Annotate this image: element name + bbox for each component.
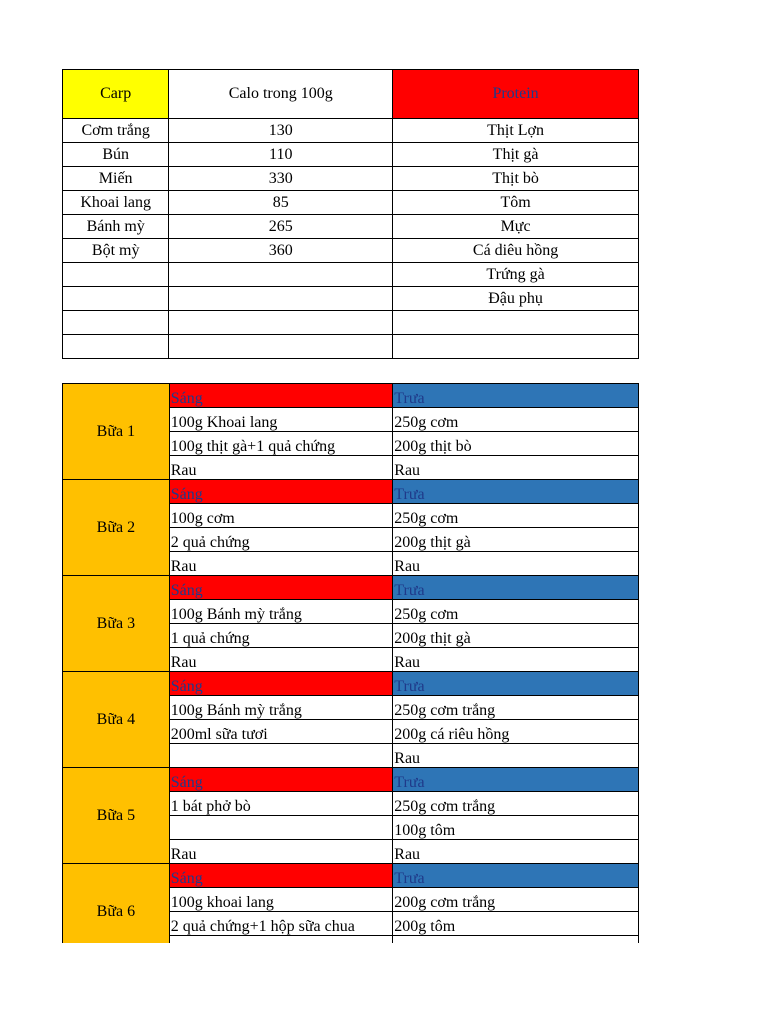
cell-trua-item[interactable]: Rau bbox=[393, 456, 639, 480]
cell-trua-header[interactable]: Trưa bbox=[393, 768, 639, 792]
cell-sang-item[interactable]: 100g Bánh mỳ trắng bbox=[169, 696, 393, 720]
meal-header-row bbox=[63, 384, 639, 408]
cell-calo[interactable]: 265 bbox=[169, 215, 393, 239]
cell-sang-item[interactable]: Rau bbox=[169, 648, 393, 672]
cell-protein[interactable]: Cá diêu hồng bbox=[393, 239, 639, 263]
cell-protein[interactable]: Trứng gà bbox=[393, 263, 639, 287]
cell-trua-item[interactable]: 100g tôm bbox=[393, 816, 639, 840]
meal-label[interactable]: Bữa 1 bbox=[63, 384, 170, 480]
header-carb[interactable]: Carp bbox=[63, 70, 169, 119]
cell-protein[interactable]: Mực bbox=[393, 215, 639, 239]
cell-trua-item[interactable]: 200g thịt gà bbox=[393, 528, 639, 552]
cell-calo[interactable]: 330 bbox=[169, 167, 393, 191]
cell-sang-item[interactable] bbox=[169, 936, 393, 944]
cell-sang-header[interactable]: Sáng bbox=[169, 864, 393, 888]
cell-trua-item[interactable]: 250g cơm bbox=[393, 408, 639, 432]
cell-sang-item[interactable]: Rau bbox=[169, 552, 393, 576]
cell-trua-item[interactable]: 200g cơm trắng bbox=[393, 888, 639, 912]
cell-sang-item[interactable]: 100g khoai lang bbox=[169, 888, 393, 912]
cell-trua-item[interactable]: 250g cơm trắng bbox=[393, 696, 639, 720]
cell-sang-header[interactable]: Sáng bbox=[169, 480, 393, 504]
cell-trua-item[interactable]: 200g thịt bò bbox=[393, 432, 639, 456]
meal-label[interactable]: Bữa 6 bbox=[63, 864, 170, 944]
cell-trua-item[interactable]: 250g cơm trắng bbox=[393, 792, 639, 816]
cell-sang-header[interactable]: Sáng bbox=[169, 672, 393, 696]
cell-carb[interactable]: Cơm trắng bbox=[63, 119, 169, 143]
cell-calo[interactable]: 110 bbox=[169, 143, 393, 167]
cell-sang-item[interactable]: 100g thịt gà+1 quả chứng bbox=[169, 432, 393, 456]
meal-header-row bbox=[63, 864, 639, 888]
cell-protein[interactable]: Đậu phụ bbox=[393, 287, 639, 311]
meal-header-row bbox=[63, 768, 639, 792]
cell-sang-header[interactable]: Sáng bbox=[169, 576, 393, 600]
cell-trua-item[interactable]: Rau bbox=[393, 744, 639, 768]
meal-header-row bbox=[63, 672, 639, 696]
cell-trua-header[interactable]: Trưa bbox=[393, 480, 639, 504]
cell-calo[interactable]: 360 bbox=[169, 239, 393, 263]
cell-trua-header[interactable]: Trưa bbox=[393, 672, 639, 696]
cell-trua-header[interactable]: Trưa bbox=[393, 384, 639, 408]
cell-sang-item[interactable]: 100g cơm bbox=[169, 504, 393, 528]
cell-calo[interactable]: 130 bbox=[169, 119, 393, 143]
cell-trua-item[interactable]: Rau bbox=[393, 840, 639, 864]
cell-carb[interactable]: Bún bbox=[63, 143, 169, 167]
meal-plan-table bbox=[62, 383, 639, 943]
cell-sang-item[interactable]: Rau bbox=[169, 456, 393, 480]
cell-sang-item[interactable]: 100g Khoai lang bbox=[169, 408, 393, 432]
cell-sang-header[interactable]: Sáng bbox=[169, 768, 393, 792]
cell-sang-item[interactable] bbox=[169, 816, 393, 840]
cell-carb[interactable]: Bánh mỳ bbox=[63, 215, 169, 239]
cell-carb[interactable]: Miến bbox=[63, 167, 169, 191]
cell-trua-item[interactable]: 200g tôm bbox=[393, 912, 639, 936]
cell-sang-item[interactable]: 100g Bánh mỳ trắng bbox=[169, 600, 393, 624]
cell-trua-item[interactable]: 200g thịt gà bbox=[393, 624, 639, 648]
header-calo[interactable]: Calo trong 100g bbox=[169, 70, 393, 119]
cell-trua-item[interactable]: Rau bbox=[393, 552, 639, 576]
cell-sang-item[interactable]: 1 quả chứng bbox=[169, 624, 393, 648]
header-protein[interactable]: Protein bbox=[393, 70, 639, 119]
cell-protein[interactable]: Tôm bbox=[393, 191, 639, 215]
cell-trua-header[interactable]: Trưa bbox=[393, 864, 639, 888]
cell-protein[interactable]: Thịt bò bbox=[393, 167, 639, 191]
cell-trua-item[interactable]: Rau bbox=[393, 648, 639, 672]
cell-sang-item[interactable]: 2 quả chứng bbox=[169, 528, 393, 552]
cell-sang-item[interactable]: Rau bbox=[169, 840, 393, 864]
cell-trua-item[interactable]: 250g cơm bbox=[393, 600, 639, 624]
meal-header-row bbox=[63, 576, 639, 600]
cell-carb[interactable]: Khoai lang bbox=[63, 191, 169, 215]
cell-trua-item[interactable]: 200g cá riêu hồng bbox=[393, 720, 639, 744]
meal-label[interactable]: Bữa 4 bbox=[63, 672, 170, 768]
cell-sang-header[interactable]: Sáng bbox=[169, 384, 393, 408]
meal-label[interactable]: Bữa 5 bbox=[63, 768, 170, 864]
meal-header-row bbox=[63, 480, 639, 504]
cell-trua-header[interactable]: Trưa bbox=[393, 576, 639, 600]
cell-protein[interactable]: Thịt Lợn bbox=[393, 119, 639, 143]
cell-protein[interactable]: Thịt gà bbox=[393, 143, 639, 167]
cell-trua-item[interactable]: 250g cơm bbox=[393, 504, 639, 528]
cell-sang-item[interactable]: 1 bát phở bò bbox=[169, 792, 393, 816]
cell-sang-item[interactable]: 200ml sữa tươi bbox=[169, 720, 393, 744]
cell-carb[interactable]: Bột mỳ bbox=[63, 239, 169, 263]
meal-label[interactable]: Bữa 3 bbox=[63, 576, 170, 672]
cell-sang-item[interactable]: 2 quả chứng+1 hộp sữa chua bbox=[169, 912, 393, 936]
cell-trua-item[interactable] bbox=[393, 936, 639, 944]
cell-sang-item[interactable] bbox=[169, 744, 393, 768]
cell-calo[interactable]: 85 bbox=[169, 191, 393, 215]
meal-label[interactable]: Bữa 2 bbox=[63, 480, 170, 576]
